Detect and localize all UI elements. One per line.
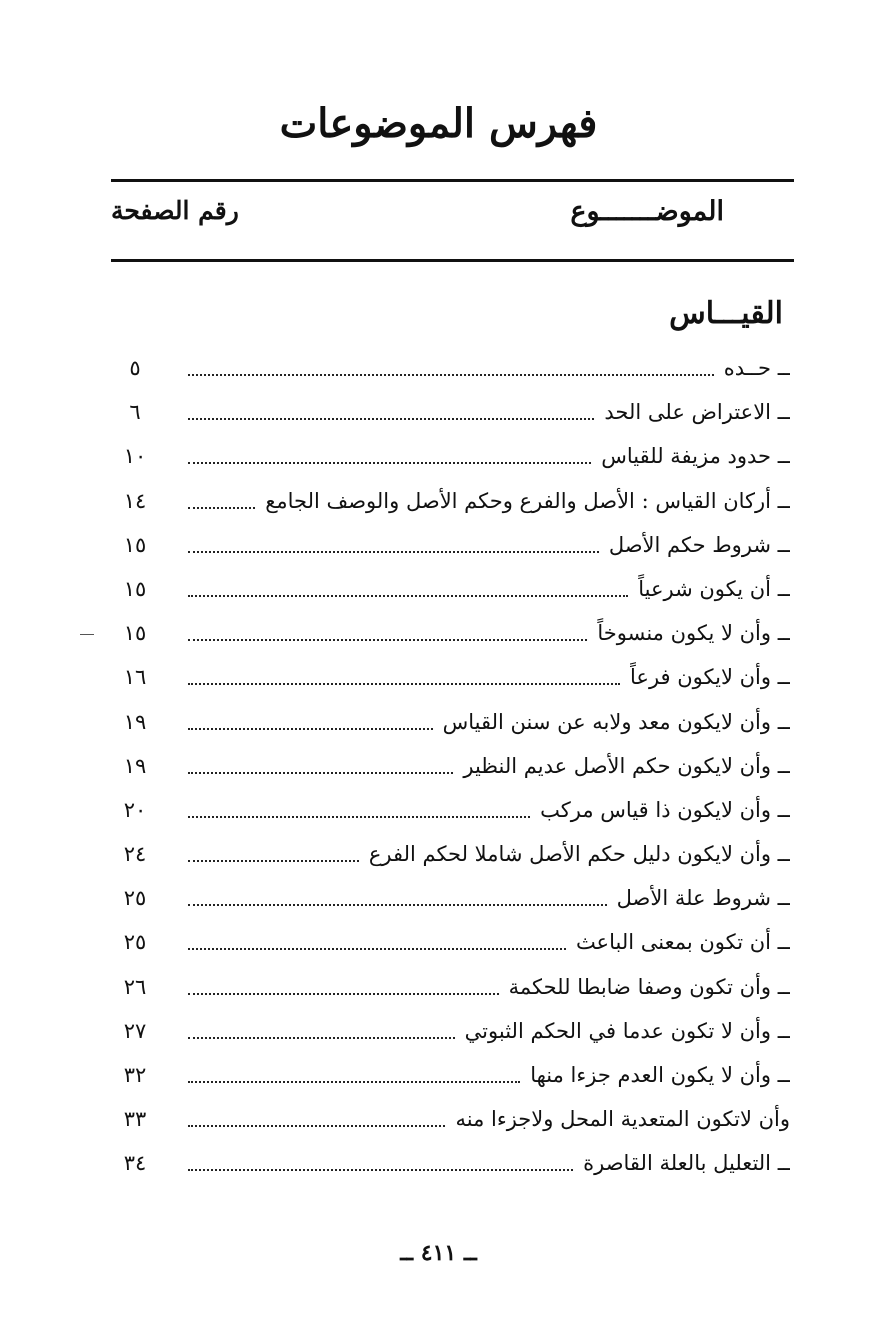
toc-entry-page-number: ١٦ <box>123 665 147 690</box>
toc-entry-title: ــ حــده <box>723 356 790 380</box>
toc-entry-title: وأن لاتكون المتعدية المحل ولاجزءا منه <box>455 1107 790 1132</box>
dot-leader <box>188 816 530 818</box>
toc-entry-title: ــ التعليل بالعلة القاصرة <box>583 1151 790 1176</box>
toc-entry-title: ــ وأن لا يكون منسوخاً <box>597 621 790 646</box>
toc-entry <box>100 611 790 655</box>
toc-entry-page-number: ٦ <box>129 400 141 425</box>
toc-entry-page-number: ١٤ <box>123 488 147 513</box>
dot-leader <box>188 1169 573 1171</box>
toc-entry-page-number: ٥ <box>129 356 141 380</box>
dot-leader <box>188 551 599 553</box>
toc-entry <box>100 832 790 876</box>
toc-entry-page-number: ١٥ <box>123 576 147 601</box>
toc-entry-title-line <box>188 567 790 611</box>
dot-leader <box>188 418 594 420</box>
dot-leader <box>188 595 628 597</box>
toc-entry-title-line <box>188 1141 790 1185</box>
toc-entry <box>100 1141 790 1185</box>
dot-leader <box>188 1081 520 1083</box>
page-number-footer: ــ ٤١١ ــ <box>400 1240 477 1266</box>
toc-entry-title-line <box>188 390 790 434</box>
toc-entry-title-line <box>188 788 790 832</box>
toc-entry-title: ــ وأن لا يكون العدم جزءا منها <box>530 1063 790 1087</box>
dot-leader <box>188 948 566 950</box>
dot-leader <box>188 462 591 464</box>
toc-entry-title: ــ شروط علة الأصل <box>616 886 790 911</box>
dot-leader <box>188 683 620 685</box>
dot-leader <box>188 1037 455 1039</box>
toc-entry <box>100 744 790 788</box>
dot-leader <box>188 728 433 730</box>
toc-entry-title-line <box>188 1009 790 1053</box>
dot-leader <box>188 993 499 995</box>
toc-entry <box>100 876 790 920</box>
toc-entry <box>100 655 790 699</box>
toc-entry-title-line <box>188 832 790 876</box>
toc-list <box>100 346 790 1186</box>
toc-entry-title: ــ وأن لايكون معد ولابه عن سنن القياس <box>442 709 790 734</box>
toc-entry-title-line <box>188 611 790 655</box>
toc-entry-page-number: ١٠ <box>123 444 147 469</box>
toc-entry-title: ــ وأن لايكون حكم الأصل عديم النظير <box>463 753 790 778</box>
toc-entry-title-line <box>188 346 790 390</box>
toc-entry <box>100 479 790 523</box>
toc-entry-title-line <box>188 655 790 699</box>
toc-entry-title: ــ وأن لايكون فرعاً <box>630 665 790 690</box>
toc-entry-title-line <box>188 523 790 567</box>
toc-entry <box>100 700 790 744</box>
dot-leader <box>188 374 714 376</box>
toc-entry-title: ــ وأن تكون وصفا ضابطا للحكمة <box>508 974 790 999</box>
toc-entry-title: ــ شروط حكم الأصل <box>608 532 790 557</box>
toc-entry-title-line <box>188 876 790 920</box>
table-header <box>111 196 794 240</box>
toc-entry-title: ــ وأن لايكون ذا قياس مركب <box>540 797 790 822</box>
toc-entry-page-number: ١٥ <box>123 621 147 646</box>
dot-leader <box>188 507 255 509</box>
toc-entry <box>100 1097 790 1141</box>
toc-entry <box>100 1053 790 1097</box>
toc-entry-title-line <box>188 434 790 478</box>
toc-entry-page-number: ٢٦ <box>123 974 147 999</box>
toc-entry-title: ــ وأن لا تكون عدما في الحكم الثبوتي <box>464 1018 790 1043</box>
toc-entry-title-line <box>188 1097 790 1141</box>
topic-column-header: الموضـــــــوع <box>570 196 724 227</box>
margin-mark <box>80 634 94 635</box>
toc-entry-title: ــ أن تكون بمعنى الباعث <box>575 930 790 955</box>
header-top-rule <box>111 179 794 182</box>
toc-entry-page-number: ٣٢ <box>123 1063 147 1087</box>
section-heading: القيـــاس <box>669 296 783 331</box>
toc-entry <box>100 523 790 567</box>
toc-entry <box>100 390 790 434</box>
page-column-header: رقم الصفحة <box>111 196 239 225</box>
toc-entry-page-number: ٢٥ <box>123 930 147 955</box>
toc-entry-title: ــ حدود مزيفة للقياس <box>601 444 790 469</box>
toc-entry <box>100 567 790 611</box>
toc-entry-page-number: ٣٣ <box>123 1107 147 1132</box>
toc-entry-title-line <box>188 1053 790 1097</box>
toc-entry-page-number: ٢٧ <box>123 1018 147 1043</box>
toc-entry-page-number: ٣٤ <box>123 1151 147 1176</box>
toc-entry-title: ــ أن يكون شرعياً <box>638 576 790 601</box>
dot-leader <box>188 639 587 641</box>
toc-entry-page-number: ٢٠ <box>123 797 147 822</box>
dot-leader <box>188 772 453 774</box>
dot-leader <box>188 860 359 862</box>
toc-entry <box>100 434 790 478</box>
toc-entry <box>100 920 790 964</box>
toc-entry <box>100 965 790 1009</box>
toc-entry-title: ــ الاعتراض على الحد <box>604 400 790 425</box>
toc-entry-title: ــ وأن لايكون دليل حكم الأصل شاملا لحكم الفرع <box>368 842 790 867</box>
toc-entry-page-number: ٢٤ <box>123 842 147 867</box>
toc-entry-title-line <box>188 920 790 964</box>
dot-leader <box>188 904 607 906</box>
toc-entry-page-number: ١٩ <box>123 753 147 778</box>
toc-entry-page-number: ١٥ <box>123 532 147 557</box>
toc-entry <box>100 346 790 390</box>
toc-entry-page-number: ٢٥ <box>123 886 147 911</box>
toc-entry-title-line <box>188 965 790 1009</box>
dot-leader <box>188 1125 445 1127</box>
toc-entry-page-number: ١٩ <box>123 709 147 734</box>
toc-entry-title-line <box>188 744 790 788</box>
toc-entry-title-line <box>188 700 790 744</box>
page-title: فهرس الموضوعات <box>279 100 598 147</box>
toc-entry-title-line <box>188 479 790 523</box>
header-bottom-rule <box>111 259 794 262</box>
toc-entry-title: ــ أركان القياس : الأصل والفرع وحكم الأصل والوصف الجامع <box>265 488 790 513</box>
toc-entry <box>100 1009 790 1053</box>
toc-entry <box>100 788 790 832</box>
